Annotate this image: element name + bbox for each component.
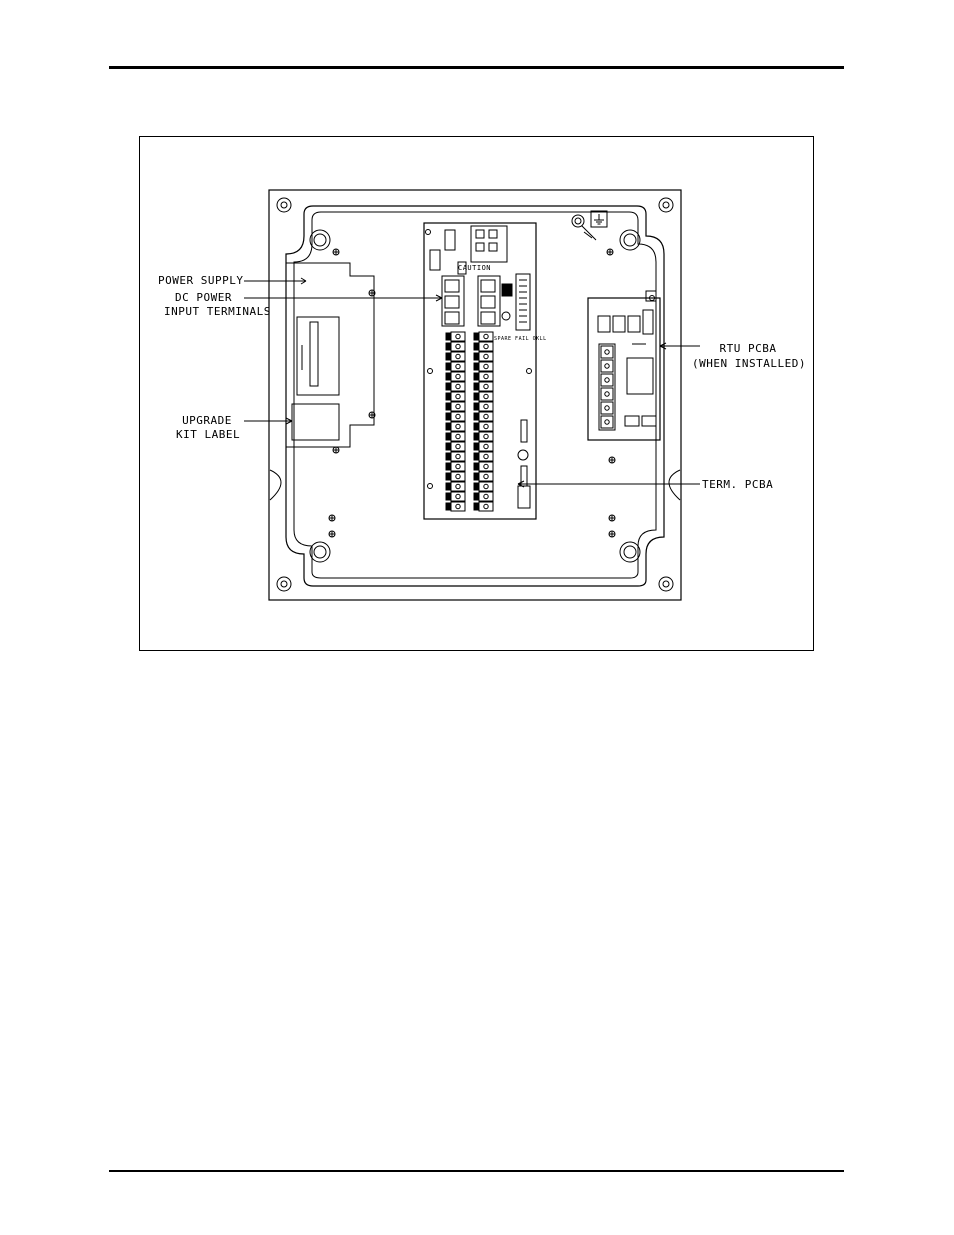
terminal-block <box>479 392 493 401</box>
terminal-block <box>451 382 465 391</box>
terminal-screw <box>605 392 609 396</box>
upgrade-kit-label-box <box>292 404 339 440</box>
terminal-screw <box>456 454 460 458</box>
terminal-screw <box>456 394 460 398</box>
terminal-block <box>479 402 493 411</box>
terminal-tab <box>474 403 479 410</box>
upgrade-label-line1: UPGRADE <box>182 414 232 427</box>
terminal-block <box>451 472 465 481</box>
terminal-screw <box>456 504 460 508</box>
terminal-screw <box>484 364 488 368</box>
terminal-tab <box>474 483 479 490</box>
terminal-block <box>451 422 465 431</box>
terminal-block <box>479 452 493 461</box>
terminal-block <box>451 352 465 361</box>
term-pcba-label: TERM. PCBA <box>702 478 774 491</box>
terminal-screw <box>484 404 488 408</box>
terminal-block <box>479 332 493 341</box>
terminal-tab <box>446 453 451 460</box>
terminal-block <box>451 432 465 441</box>
terminal-strips <box>446 332 493 511</box>
terminal-screw <box>456 404 460 408</box>
terminal-block <box>451 362 465 371</box>
terminal-tab <box>446 463 451 470</box>
terminal-screw <box>605 350 609 354</box>
rtu-pcba-label-line1: RTU PCBA <box>719 342 777 355</box>
terminal-block <box>479 472 493 481</box>
terminal-tab <box>474 443 479 450</box>
terminal-tab <box>474 343 479 350</box>
terminal-block <box>601 360 613 372</box>
ground-symbol-icon <box>591 211 607 227</box>
terminal-screw <box>484 424 488 428</box>
terminal-screw <box>456 484 460 488</box>
spare-fail-label: SPARE FAIL OKLL <box>494 336 547 342</box>
terminal-tab <box>474 463 479 470</box>
terminal-screw <box>456 334 460 338</box>
terminal-screw <box>484 334 488 338</box>
terminal-screw <box>484 414 488 418</box>
terminal-screw <box>456 384 460 388</box>
terminal-block <box>451 342 465 351</box>
terminal-block <box>479 362 493 371</box>
terminal-block <box>479 372 493 381</box>
terminal-tab <box>474 373 479 380</box>
terminal-block <box>479 492 493 501</box>
terminal-screw <box>456 374 460 378</box>
terminal-block <box>479 412 493 421</box>
dc-power-label-line1: DC POWER <box>175 291 232 304</box>
terminal-block <box>451 442 465 451</box>
terminal-tab <box>474 453 479 460</box>
leader-lines <box>244 278 700 487</box>
terminal-screw <box>484 394 488 398</box>
terminal-block <box>451 372 465 381</box>
terminal-block <box>601 416 613 428</box>
power-supply-module <box>286 263 375 447</box>
terminal-block <box>479 462 493 471</box>
terminal-screw <box>484 484 488 488</box>
terminal-tab <box>474 393 479 400</box>
terminal-tab <box>474 333 479 340</box>
terminal-block <box>451 402 465 411</box>
terminal-screw <box>456 494 460 498</box>
terminal-block <box>451 392 465 401</box>
terminal-tab <box>446 493 451 500</box>
terminal-tab <box>446 503 451 510</box>
terminal-block <box>451 482 465 491</box>
rtu-terminal-strip <box>601 346 613 428</box>
terminal-screw <box>484 344 488 348</box>
terminal-tab <box>446 473 451 480</box>
terminal-screw <box>456 434 460 438</box>
terminal-tab <box>474 503 479 510</box>
terminal-screw <box>605 420 609 424</box>
rtu-pcba-board <box>588 291 660 440</box>
terminal-tab <box>474 353 479 360</box>
power-supply-label: POWER SUPPLY <box>158 274 244 287</box>
terminal-screw <box>456 364 460 368</box>
terminal-screw <box>484 354 488 358</box>
terminal-tab <box>446 413 451 420</box>
terminal-screw <box>484 494 488 498</box>
terminal-tab <box>446 393 451 400</box>
terminal-block <box>479 442 493 451</box>
terminal-tab <box>446 363 451 370</box>
terminal-tab <box>446 403 451 410</box>
terminal-block <box>479 482 493 491</box>
terminal-tab <box>446 343 451 350</box>
terminal-screw <box>456 474 460 478</box>
terminal-screw <box>484 504 488 508</box>
terminal-screw <box>484 374 488 378</box>
terminal-block <box>451 332 465 341</box>
terminal-tab <box>474 383 479 390</box>
dc-power-label-line2: INPUT TERMINALS <box>164 305 271 318</box>
terminal-tab <box>446 483 451 490</box>
terminal-block <box>451 452 465 461</box>
terminal-block <box>601 402 613 414</box>
terminal-tab <box>446 443 451 450</box>
terminal-screw <box>484 444 488 448</box>
terminal-block <box>601 388 613 400</box>
rtu-pcba-label-line2: (WHEN INSTALLED) <box>692 357 806 370</box>
terminal-screw <box>484 384 488 388</box>
terminal-block <box>601 374 613 386</box>
terminal-tab <box>446 353 451 360</box>
terminal-tab <box>446 423 451 430</box>
terminal-block <box>479 502 493 511</box>
terminal-tab <box>474 473 479 480</box>
upgrade-label-line2: KIT LABEL <box>176 428 241 441</box>
terminal-block <box>601 346 613 358</box>
terminal-screw <box>456 354 460 358</box>
terminal-screw <box>605 364 609 368</box>
terminal-tab <box>446 373 451 380</box>
terminal-block <box>479 382 493 391</box>
terminal-screw <box>484 474 488 478</box>
terminal-block <box>451 502 465 511</box>
terminal-tab <box>474 493 479 500</box>
terminal-screw <box>484 434 488 438</box>
terminal-tab <box>446 433 451 440</box>
terminal-screw <box>484 454 488 458</box>
terminal-tab <box>474 433 479 440</box>
terminal-screw <box>456 464 460 468</box>
terminal-block <box>451 462 465 471</box>
terminal-screw <box>456 414 460 418</box>
terminal-screw <box>456 344 460 348</box>
terminal-block <box>479 432 493 441</box>
terminal-screw <box>605 406 609 410</box>
terminal-block <box>479 422 493 431</box>
terminal-tab <box>446 333 451 340</box>
terminal-block <box>479 352 493 361</box>
terminal-tab <box>446 383 451 390</box>
terminal-tab <box>474 413 479 420</box>
terminal-block <box>451 492 465 501</box>
terminal-block <box>479 342 493 351</box>
terminal-tab <box>474 423 479 430</box>
terminal-block <box>451 412 465 421</box>
terminal-screw <box>456 424 460 428</box>
terminal-screw <box>605 378 609 382</box>
terminal-tab <box>474 363 479 370</box>
terminal-screw <box>456 444 460 448</box>
caution-label: CAUTION <box>458 264 492 272</box>
terminal-screw <box>484 464 488 468</box>
